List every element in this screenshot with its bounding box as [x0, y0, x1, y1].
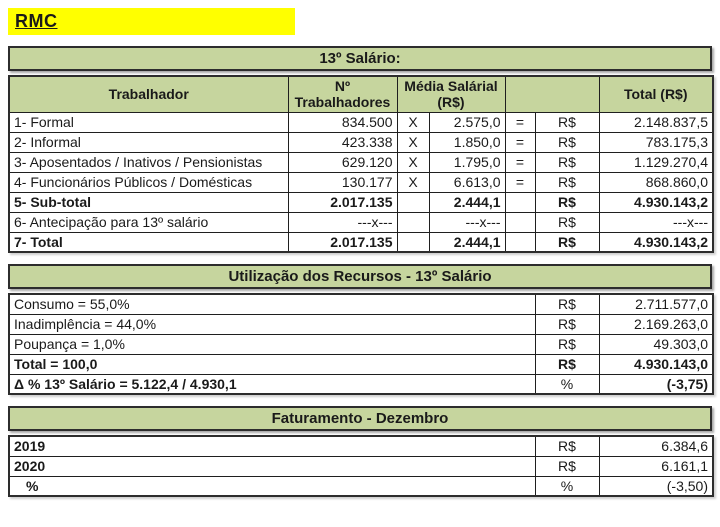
revenue-table	[8, 435, 714, 497]
col-header-count: Nº Trabalhadores	[288, 76, 397, 112]
times-cell: X	[397, 112, 429, 132]
times-cell	[397, 232, 429, 252]
count-cell: 629.120	[288, 152, 397, 172]
percent-label-cell: %	[9, 476, 535, 496]
currency-cell: R$	[535, 152, 599, 172]
year-row	[9, 436, 713, 456]
count-cell: 834.500	[288, 112, 397, 132]
count-cell: 130.177	[288, 172, 397, 192]
worker-label-cell: 4- Funcionários Públicos / Domésticas	[9, 172, 288, 192]
currency-cell: R$	[535, 294, 599, 314]
section-resources	[8, 264, 712, 395]
year-row	[9, 456, 713, 476]
times-cell	[397, 212, 429, 232]
value-cell: 6.161,1	[599, 456, 713, 476]
equals-cell	[505, 192, 535, 212]
times-cell: X	[397, 172, 429, 192]
total-cell: 2.148.837,5	[599, 112, 713, 132]
table-row	[9, 212, 713, 232]
section-salary-title: 13º Salário:	[8, 46, 712, 71]
equals-cell: =	[505, 112, 535, 132]
currency-cell: R$	[535, 192, 599, 212]
worker-label-cell: 6- Antecipação para 13º salário	[9, 212, 288, 232]
col-header-worker: Trabalhador	[9, 76, 288, 112]
table-row	[9, 132, 713, 152]
value-cell: (-3,50)	[599, 476, 713, 496]
value-cell: 2.169.263,0	[599, 314, 713, 334]
count-cell: 2.017.135	[288, 232, 397, 252]
average-cell: 2.575,0	[429, 112, 505, 132]
value-cell: 2.711.577,0	[599, 294, 713, 314]
count-cell: 2.017.135	[288, 192, 397, 212]
resource-label-cell: Consumo = 55,0%	[9, 294, 535, 314]
currency-cell: R$	[535, 172, 599, 192]
salary-table	[8, 75, 714, 253]
total-row	[9, 354, 713, 374]
total-cell: 783.175,3	[599, 132, 713, 152]
year-label-cell: 2019	[9, 436, 535, 456]
subtotal-row	[9, 192, 713, 212]
count-cell: ---x---	[288, 212, 397, 232]
average-cell: 2.444,1	[429, 232, 505, 252]
times-cell: X	[397, 132, 429, 152]
equals-cell: =	[505, 132, 535, 152]
delta-row	[9, 374, 713, 394]
total-cell: 868.860,0	[599, 172, 713, 192]
total-cell: 1.129.270,4	[599, 152, 713, 172]
report-title-highlight	[8, 8, 295, 35]
count-cell: 423.338	[288, 132, 397, 152]
total-row	[9, 232, 713, 252]
average-cell: 2.444,1	[429, 192, 505, 212]
total-cell: 4.930.143,2	[599, 232, 713, 252]
currency-cell: %	[535, 374, 599, 394]
value-cell: 49.303,0	[599, 334, 713, 354]
col-header-total: Total (R$)	[599, 76, 713, 112]
equals-cell	[505, 232, 535, 252]
currency-cell: R$	[535, 334, 599, 354]
worker-label-cell: 3- Aposentados / Inativos / Pensionistas	[9, 152, 288, 172]
section-salary	[8, 46, 712, 253]
currency-cell: R$	[535, 354, 599, 374]
currency-cell: R$	[535, 132, 599, 152]
average-cell: 1.795,0	[429, 152, 505, 172]
equals-cell: =	[505, 172, 535, 192]
table-row	[9, 314, 713, 334]
resource-label-cell: Δ % 13º Salário = 5.122,4 / 4.930,1	[9, 374, 535, 394]
worker-label-cell: 5- Sub-total	[9, 192, 288, 212]
resource-label-cell: Total = 100,0	[9, 354, 535, 374]
section-resources-title: Utilização dos Recursos - 13º Salário	[8, 264, 712, 289]
average-cell: 6.613,0	[429, 172, 505, 192]
times-cell: X	[397, 152, 429, 172]
currency-cell: R$	[535, 232, 599, 252]
times-cell	[397, 192, 429, 212]
section-revenue	[8, 406, 712, 497]
currency-cell: R$	[535, 456, 599, 476]
resources-table	[8, 293, 714, 395]
total-cell: 4.930.143,2	[599, 192, 713, 212]
section-revenue-title: Faturamento - Dezembro	[8, 406, 712, 431]
resource-label-cell: Poupança = 1,0%	[9, 334, 535, 354]
percent-row	[9, 476, 713, 496]
currency-cell: R$	[535, 112, 599, 132]
total-cell: ---x---	[599, 212, 713, 232]
year-label-cell: 2020	[9, 456, 535, 476]
col-header-blank	[505, 76, 599, 112]
average-cell: ---x---	[429, 212, 505, 232]
worker-label-cell: 7- Total	[9, 232, 288, 252]
worker-label-cell: 2- Informal	[9, 132, 288, 152]
currency-cell: %	[535, 476, 599, 496]
currency-cell: R$	[535, 212, 599, 232]
value-cell: 6.384,6	[599, 436, 713, 456]
currency-cell: R$	[535, 436, 599, 456]
report-title: RMC	[15, 11, 58, 31]
value-cell: (-3,75)	[599, 374, 713, 394]
table-row	[9, 172, 713, 192]
salary-header-row	[9, 76, 713, 112]
col-header-average: Média Salárial (R$)	[397, 76, 505, 112]
resource-label-cell: Inadimplência = 44,0%	[9, 314, 535, 334]
currency-cell: R$	[535, 314, 599, 334]
equals-cell	[505, 212, 535, 232]
table-row	[9, 152, 713, 172]
table-row	[9, 112, 713, 132]
table-row	[9, 334, 713, 354]
average-cell: 1.850,0	[429, 132, 505, 152]
value-cell: 4.930.143,0	[599, 354, 713, 374]
worker-label-cell: 1- Formal	[9, 112, 288, 132]
equals-cell: =	[505, 152, 535, 172]
table-row	[9, 294, 713, 314]
